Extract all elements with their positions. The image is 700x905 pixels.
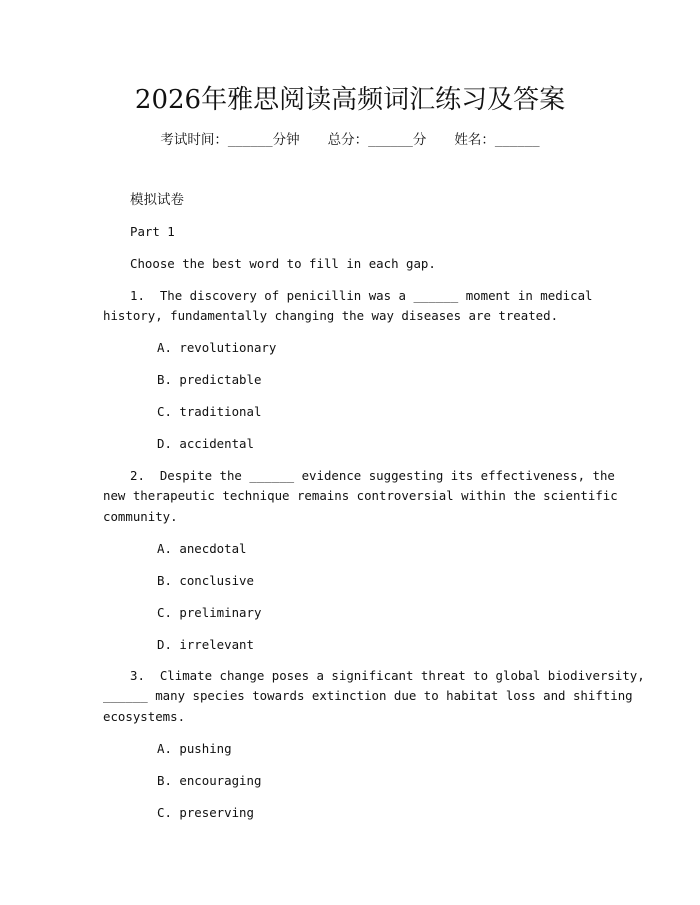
question-2-option-b: B. conclusive: [157, 573, 254, 588]
instruction: Choose the best word to fill in each gap.: [130, 256, 436, 271]
score-unit: 分: [412, 132, 427, 148]
time-unit: 分钟: [272, 132, 300, 148]
score-label: 总分：: [327, 132, 369, 148]
question-1-line-1: 1. The discovery of penicillin was a ______ moment in medical: [130, 288, 593, 303]
question-2-option-a: A. anecdotal: [157, 541, 247, 556]
score-blank: ______: [368, 132, 413, 147]
question-2-line-1: 2. Despite the ______ evidence suggesting its effectiveness, the: [130, 468, 615, 483]
name-blank: ______: [494, 132, 540, 147]
question-3-line-2: ______ many species towards extinction due to habitat loss and shifting: [103, 688, 633, 703]
question-2-option-c: C. preliminary: [157, 605, 262, 620]
question-3-line-3: ecosystems.: [103, 709, 186, 724]
question-1-option-b: B. predictable: [157, 372, 262, 387]
question-2-option-d: D. irrelevant: [157, 637, 254, 652]
section-title: 模拟试卷: [130, 192, 184, 208]
question-3-option-b: B. encouraging: [157, 773, 262, 788]
name-label: 姓名：: [454, 132, 495, 148]
part-title: Part 1: [130, 224, 175, 239]
question-2-line-2: new therapeutic technique remains controversial within the scientific: [103, 488, 618, 503]
question-3-option-a: A. pushing: [157, 741, 232, 756]
question-1-option-d: D. accidental: [157, 436, 254, 451]
question-1-option-c: C. traditional: [157, 404, 262, 419]
question-1-line-2: history, fundamentally changing the way diseases are treated.: [103, 308, 559, 323]
question-3-option-c: C. preserving: [157, 805, 254, 820]
time-label: 考试时间：: [160, 132, 228, 148]
document-title: 2026年雅思阅读高频词汇练习及答案: [134, 85, 566, 115]
time-blank: ______: [227, 132, 273, 147]
question-1-option-a: A. revolutionary: [157, 340, 277, 355]
exam-meta: [0, 129, 700, 151]
question-2-line-3: community.: [103, 509, 178, 524]
question-3-line-1: 3. Climate change poses a significant threat to global biodiversity,: [130, 668, 645, 683]
